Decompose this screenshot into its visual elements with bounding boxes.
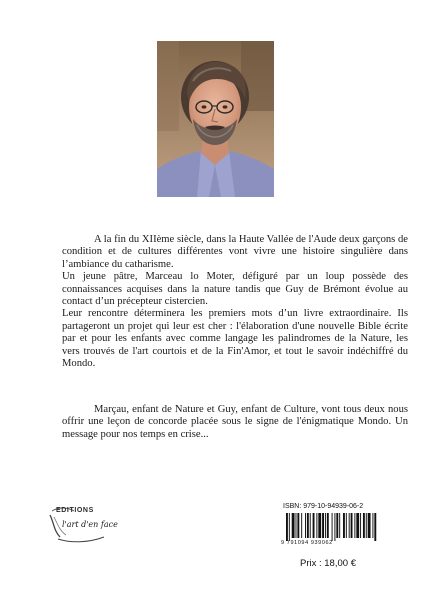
- barcode-icon: [286, 513, 408, 541]
- author-portrait-image: [157, 41, 274, 197]
- blurb-paragraph-1: A la fin du XIIème siècle, dans la Haute Vallée de l'Aude deux garçons de condition et de cultures différentes vont vivre une histoire singulière dans l’ambiance du catharisme.: [62, 234, 408, 270]
- blurb-text: [62, 234, 408, 370]
- isbn-label: ISBN: 979-10-94939-06-2: [283, 503, 364, 510]
- author-photo: [157, 41, 274, 197]
- price-label: Prix : 18,00 €: [300, 558, 356, 569]
- blurb-paragraph-4: Marçau, enfant de Nature et Guy, enfant de Culture, vont tous deux nous offrir une leçon de concorde placée sous le signe de l'énigmatique Mondo. Un message pour nos temps en crise...: [62, 404, 408, 440]
- blurb-paragraph-3: Leur rencontre déterminera les premiers mots d’un livre extraordinaire. Ils partageront un projet qui leur est cher : l'élaboration d'une nouvelle Bible écrite par et pour les enfants avec comme langage les palindromes de la Nature, les vers trouvés de l'art courtois et de la Fin'Amor, et tout le savoir indéchiffré du Mondo.: [62, 308, 408, 370]
- publisher-tagline: l'art d'en face: [62, 520, 118, 529]
- barcode-digits: 9 791094 939062: [281, 540, 333, 546]
- blurb-paragraph-2: Un jeune pâtre, Marceau lo Moter, défiguré par un loup possède des connaissances acquises dans la nature tandis que Guy de Brémont évolue au contact d’un précepteur cistercien.: [62, 271, 408, 308]
- publisher-name: EDITIONS: [56, 507, 94, 514]
- blurb-text-closing: [62, 404, 408, 441]
